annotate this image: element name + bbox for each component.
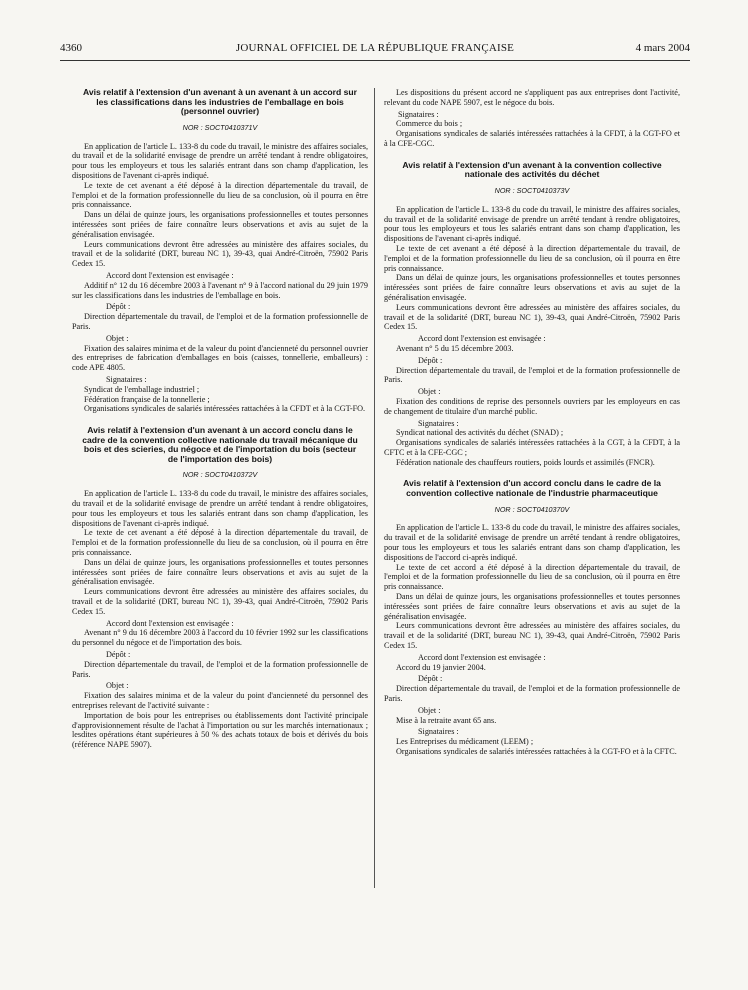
signataires-label: Signataires :: [418, 418, 459, 428]
notice-nor: NOR : SOCT0410371V: [182, 122, 258, 132]
paragraph: Leurs communications devront être adressées au ministère des affaires sociales, du travail et de la solidarité (DRT, bureau NC 1), 39-43, quai André-Citroën, 75902 Paris Cedex 15.: [72, 587, 368, 616]
accord-label: Accord dont l'extension est envisagée :: [418, 652, 546, 662]
signataire-item: Commerce du bois ;: [396, 119, 463, 129]
signataire-item: Syndicat national des activités du déchet (SNAD) ;: [396, 428, 564, 438]
signataire-item: Fédération française de la tonnellerie ;: [84, 394, 210, 404]
depot-label: Dépôt :: [418, 355, 443, 365]
paragraph: Les dispositions du présent accord ne s'appliquent pas aux entreprises dont l'activité, relevant du code NAPE 5907, est le négoce du bois.: [384, 88, 680, 107]
notice-title: Avis relatif à l'extension d'un avenant à la convention collective nationale des activités du déchet: [402, 159, 662, 180]
depot-text: Direction départementale du travail, de l'emploi et de la formation professionnelle de Paris.: [72, 312, 368, 331]
depot-text: Direction départementale du travail, de l'emploi et de la formation professionnelle de Paris.: [72, 659, 368, 679]
depot-text: Direction départementale du travail, de l'emploi et de la formation professionnelle de Paris.: [384, 684, 680, 704]
objet-label: Objet :: [106, 681, 129, 691]
objet-label: Objet :: [418, 705, 441, 715]
paragraph: En application de l'article L. 133-8 du code du travail, le ministre des affaires sociales, du travail et de la solidarité envisage de prendre un arrêté tendant à rendre obligatoires, pour tous les employeurs et tous les salariés entrant dans son champ d'application, les dispositions de l'accord ci-après indiqué.: [384, 523, 680, 562]
depot-text: Direction départementale du travail, de l'emploi et de la formation professionnelle de Paris.: [384, 365, 680, 385]
accord-text: Avenant n° 5 du 15 décembre 2003.: [396, 343, 514, 353]
objet-label: Objet :: [418, 387, 441, 397]
objet-text: Fixation des salaires minima et de la valeur du point d'ancienneté du personnel des entreprises relevant de l'activité suivante :: [72, 691, 368, 710]
depot-label: Dépôt :: [106, 650, 131, 660]
signataire-item: Fédération nationale des chauffeurs routiers, poids lourds et assimilés (FNCR).: [396, 457, 655, 467]
depot-label: Dépôt :: [418, 674, 443, 684]
paragraph: Dans un délai de quinze jours, les organisations professionnelles et toutes personnes intéressées sont priées de faire connaître leurs observations et avis au sujet de la généralisation envisagée.: [72, 557, 368, 587]
accord-text: Accord du 19 janvier 2004.: [396, 662, 486, 672]
notice-importation-bois-continued: [384, 88, 680, 149]
notice-nor: NOR : SOCT0410373V: [494, 185, 570, 195]
paragraph: En application de l'article L. 133-8 du code du travail, le ministre des affaires sociales, du travail et de la solidarité envisage de prendre un arrêté tendant à rendre obligatoires, pour tous les employeurs et tous les salariés entrant dans son champ d'application, les dispositions de l'avenant ci-après indiqué.: [72, 489, 368, 528]
accord-text: Avenant n° 9 du 16 décembre 2003 à l'accord du 10 février 1992 sur les classifications du personnel du négoce et de l'importation des bois.: [72, 628, 368, 648]
left-column: [72, 88, 368, 756]
paragraph: Leurs communications devront être adressées au ministère des affaires sociales, du travail et de la solidarité (DRT, bureau NC 1), 39-43, quai André-Citroën, 75902 Paris Cedex 15.: [72, 239, 368, 269]
paragraph: Dans un délai de quinze jours, les organisations professionnelles et toutes personnes intéressées sont priées de faire connaître leurs observations et avis au sujet de la généralisation envisagée.: [72, 210, 368, 239]
notice-importation-bois: [72, 426, 368, 750]
notice-nor: NOR : SOCT0410370V: [494, 504, 570, 514]
paragraph: Le texte de cet avenant a été déposé à la direction départementale du travail, de l'emploi et de la formation professionnelle du lieu de sa conclusion, où il pourra en être pris connaissance.: [72, 180, 368, 210]
paragraph: Leurs communications devront être adressées au ministère des affaires sociales, du travail et de la solidarité (DRT, bureau NC 1), 39-43, quai André-Citroën, 75902 Paris Cedex 15.: [384, 302, 680, 332]
accord-text: Additif n° 12 du 16 décembre 2003 à l'avenant n° 9 à l'accord national du 29 juin 1979 sur les classifications dans les industries de l'emballage en bois.: [72, 280, 368, 300]
signataire-item: Organisations syndicales de salariés intéressées rattachées à la CFDT, à la CGT-FO et à la CFE-CGC.: [384, 129, 680, 148]
signataires-label: Signataires :: [106, 374, 147, 384]
objet-detail: Importation de bois pour les entreprises ou établissements dont l'activité principale d'approvisionnement résulte de l'achat à l'importation ou sur les marchés internationaux ; lesdites opérations étant supérieures à 50 % des achats totaux de bois et dérivés du bois (référence NAPE 5907).: [72, 710, 368, 750]
notice-emballage-bois: [72, 88, 368, 414]
accord-label: Accord dont l'extension est envisagée :: [418, 334, 546, 344]
accord-label: Accord dont l'extension est envisagée :: [106, 618, 234, 628]
paragraph: En application de l'article L. 133-8 du code du travail, le ministre des affaires sociales, du travail et de la solidarité envisage de prendre un arrêté tendant à rendre obligatoires, pour tous les employeurs et tous les salariés entrant dans son champ d'application, les dispositions de l'avenant ci-après indiqué.: [384, 204, 680, 244]
depot-label: Dépôt :: [106, 302, 131, 312]
header-divider: [60, 60, 690, 61]
signataire-item: Organisations syndicales de salariés intéressées rattachées à la CGT, à la CFDT, à la CFTC et à la CFE-CGC ;: [384, 438, 680, 457]
right-column: [384, 88, 680, 763]
notice-activites-dechet: [384, 161, 680, 468]
paragraph: Dans un délai de quinze jours, les organisations professionnelles et toutes personnes intéressées sont priées de faire connaître leurs observations et avis au sujet de la généralisation envisagée.: [384, 273, 680, 302]
signataire-item: Les Entreprises du médicament (LEEM) ;: [396, 737, 534, 747]
page-number: 4360: [60, 42, 82, 54]
signataire-item: Syndicat de l'emballage industriel ;: [84, 384, 200, 394]
signataires-label: Signataires :: [418, 727, 459, 737]
paragraph: Le texte de cet avenant a été déposé à la direction départementale du travail, de l'emploi et de la formation professionnelle du lieu de sa conclusion, où il pourra en être pris connaissance.: [384, 243, 680, 273]
signataires-label: Signataires :: [398, 109, 439, 119]
objet-label: Objet :: [106, 333, 129, 343]
accord-label: Accord dont l'extension est envisagée :: [106, 270, 234, 280]
notice-industrie-pharmaceutique: [384, 479, 680, 756]
signataire-item: Organisations syndicales de salariés intéressées rattachées à la CFDT et à la CGT-FO.: [84, 404, 366, 414]
paragraph: Dans un délai de quinze jours, les organisations professionnelles et toutes personnes intéressées sont priées de faire connaître leurs observations et avis au sujet de la généralisation envisagée.: [384, 592, 680, 621]
objet-text: Mise à la retraite avant 65 ans.: [396, 715, 497, 725]
paragraph: Le texte de cet accord a été déposé à la direction départementale du travail, de l'emploi et de la formation professionnelle du lieu de sa conclusion, où il pourra en être pris connaissance.: [384, 562, 680, 592]
notice-nor: NOR : SOCT0410372V: [182, 470, 258, 480]
paragraph: Le texte de cet avenant a été déposé à la direction départementale du travail, de l'emploi et de la formation professionnelle du lieu de sa conclusion, où il pourra en être pris connaissance.: [72, 528, 368, 558]
column-divider: [374, 88, 375, 888]
journal-title: JOURNAL OFFICIEL DE LA RÉPUBLIQUE FRANÇAISE: [235, 42, 515, 54]
paragraph: En application de l'article L. 133-8 du code du travail, le ministre des affaires sociales, du travail et de la solidarité envisage de prendre un arrêté tendant à rendre obligatoires, pour tous les employeurs et tous les salariés entrant dans son champ d'application, les dispositions de l'avenant ci-après indiqué.: [72, 141, 368, 180]
paragraph: Leurs communications devront être adressées au ministère des affaires sociales, du travail et de la solidarité (DRT, bureau NC 1), 39-43, quai André-Citroën, 75902 Paris Cedex 15.: [384, 621, 680, 651]
notice-title: Avis relatif à l'extension d'un avenant à un avenant à un accord sur les classifications dans les industries de l'emballage en bois (personnel ouvrier): [82, 87, 358, 117]
notice-title: Avis relatif à l'extension d'un avenant à un accord conclu dans le cadre de la convention collective nationale du travail mécanique du bois et des scieries, du négoce et de l'importation du bois (secteur de l'importation des bois): [82, 425, 358, 464]
objet-text: Fixation des conditions de reprise des personnels ouvriers par les employeurs en cas de changement de titulaire d'un marché public.: [384, 396, 680, 416]
publication-date: 4 mars 2004: [635, 42, 690, 54]
signataire-item: Organisations syndicales de salariés intéressées rattachées à la CGT-FO et à la CFTC.: [396, 747, 677, 756]
page-header: [60, 40, 690, 56]
objet-text: Fixation des salaires minima et de la valeur du point d'ancienneté du personnel ouvrier des entreprises de fabrication d'emballages en bois (caisses, tonnellerie, emballeurs) : code APE 4805.: [72, 343, 368, 373]
notice-title: Avis relatif à l'extension d'un accord conclu dans le cadre de la convention collective nationale de l'industrie pharmaceutique: [403, 478, 661, 499]
